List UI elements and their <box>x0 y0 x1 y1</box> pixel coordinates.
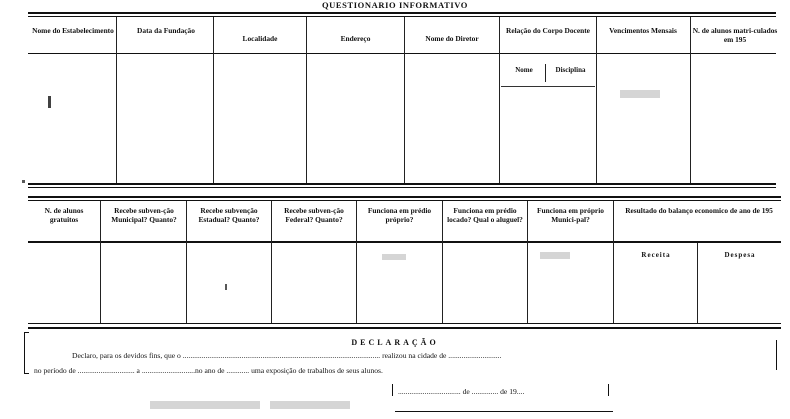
header-balanco: Resultado do balanço economico de ano de 195 <box>625 206 773 215</box>
declaration-blank-to[interactable]: ............................ <box>141 366 195 375</box>
declaration-blank-year[interactable]: ............ <box>226 366 250 375</box>
s2-divider <box>100 201 101 323</box>
declaration-title: DECLARAÇÃO <box>351 338 439 347</box>
s1-divider <box>213 17 214 183</box>
header-relacao-corpo-docente: Relação do Corpo Docente <box>506 26 590 35</box>
declaration-bracket-top <box>24 332 29 333</box>
declaration-bracket-right <box>776 340 777 370</box>
scan-noise <box>540 252 570 259</box>
section2-top-rule-2 <box>28 200 781 201</box>
subheader-divider <box>545 64 546 82</box>
declaration-text-de2: de 19 <box>500 387 517 396</box>
signature-line[interactable] <box>395 411 613 412</box>
declaration-blank-month[interactable]: .............. <box>471 387 499 396</box>
s1-divider <box>404 17 405 183</box>
scan-noise <box>620 90 660 98</box>
declaration-line-1 <box>72 351 501 360</box>
header-predio-proprio: Funciona em prédio próprio? <box>367 206 432 224</box>
section1-top-rule-2 <box>28 16 776 17</box>
s2-divider <box>527 201 528 323</box>
scan-noise <box>225 284 227 290</box>
header-endereco: Endereço <box>340 34 371 43</box>
header-proprio-municipal: Funciona em próprio Munici-pal? <box>537 206 604 224</box>
s2-divider <box>271 201 272 323</box>
scan-noise <box>270 401 350 409</box>
scan-noise <box>150 401 260 409</box>
section2-bottom-rule <box>28 323 781 324</box>
header-nome-diretor: Nome do Diretor <box>425 34 479 43</box>
section2-top-rule <box>28 196 781 198</box>
s1-divider <box>690 17 691 183</box>
declaration-blank-school[interactable]: ........................................................................................................ <box>182 351 381 360</box>
declaration-bracket-date-left <box>392 384 393 396</box>
header-vencimentos-mensais: Vencimentos Mensais <box>609 26 677 35</box>
section2-header-rule <box>28 241 781 243</box>
declaration-blank-city[interactable]: ............................ <box>448 351 502 360</box>
scan-noise <box>22 180 25 183</box>
declaration-date-line <box>398 387 524 396</box>
header-subvencao-federal: Recebe subven-ção Federal? Quanto? <box>284 206 344 224</box>
subheader-receita: Receita <box>641 251 671 259</box>
declaration-text-de1: de <box>462 387 470 396</box>
declaration-text-2c: no ano de <box>194 366 225 375</box>
header-n-alunos-gratuitos: N. de alunos gratuitos <box>44 206 84 224</box>
declaration-blank-year-2[interactable]: .... <box>516 387 525 396</box>
subheader-rule <box>501 86 595 87</box>
declaration-text-2d: uma exposição de trabalhos de seus alunos. <box>251 366 383 375</box>
declaration-text-1b: realizou na cidade de <box>382 351 447 360</box>
declaration-blank-from[interactable]: .............................. <box>77 366 135 375</box>
s2-divider <box>442 201 443 323</box>
s1-divider <box>116 17 117 183</box>
section1-header-rule <box>28 53 776 54</box>
declaration-bracket-date-right <box>608 384 609 396</box>
scan-noise <box>48 96 51 108</box>
s1-divider <box>596 17 597 183</box>
section1-top-rule <box>28 12 776 14</box>
scan-noise <box>382 254 406 260</box>
subheader-nome: Nome <box>515 66 533 74</box>
header-predio-locado: Funciona em prédio locado? Qual o aluguel? <box>447 206 523 224</box>
form-title: QUESTIONARIO INFORMATIVO <box>321 0 469 10</box>
declaration-bracket-bottom <box>24 373 29 374</box>
declaration-text-2b: a <box>136 366 140 375</box>
header-subvencao-estadual: Recebe subvenção Estadual? Quanto? <box>198 206 260 224</box>
header-nome-estabelecimento: Nome do Estabelecimento <box>32 26 114 35</box>
section1-bottom-rule <box>28 183 776 185</box>
s2-divider <box>613 201 614 323</box>
s2-divider <box>356 201 357 323</box>
subheader-disciplina: Disciplina <box>555 66 586 74</box>
s2-divider <box>186 201 187 323</box>
section2-bottom-rule-2 <box>28 327 781 329</box>
s2-divider <box>697 243 698 323</box>
declaration-line-2 <box>34 366 383 375</box>
section1-bottom-rule-2 <box>28 187 776 188</box>
declaration-bracket-left <box>24 332 25 374</box>
declaration-text-2a: no período de <box>34 366 76 375</box>
header-subvencao-municipal: Recebe subven-ção Municipal? Quanto? <box>111 206 177 224</box>
header-n-alunos-matriculados: N. de alunos matri-culados em 195 <box>692 26 778 44</box>
s1-divider <box>499 17 500 183</box>
s1-divider <box>306 17 307 183</box>
declaration-blank-place[interactable]: ................................. <box>398 387 461 396</box>
declaration-text-1a: Declaro, para os devidos fins, que o <box>72 351 181 360</box>
subheader-despesa: Despesa <box>724 251 756 259</box>
header-localidade: Localidade <box>242 34 278 43</box>
header-data-fundacao: Data da Fundação <box>137 26 195 35</box>
